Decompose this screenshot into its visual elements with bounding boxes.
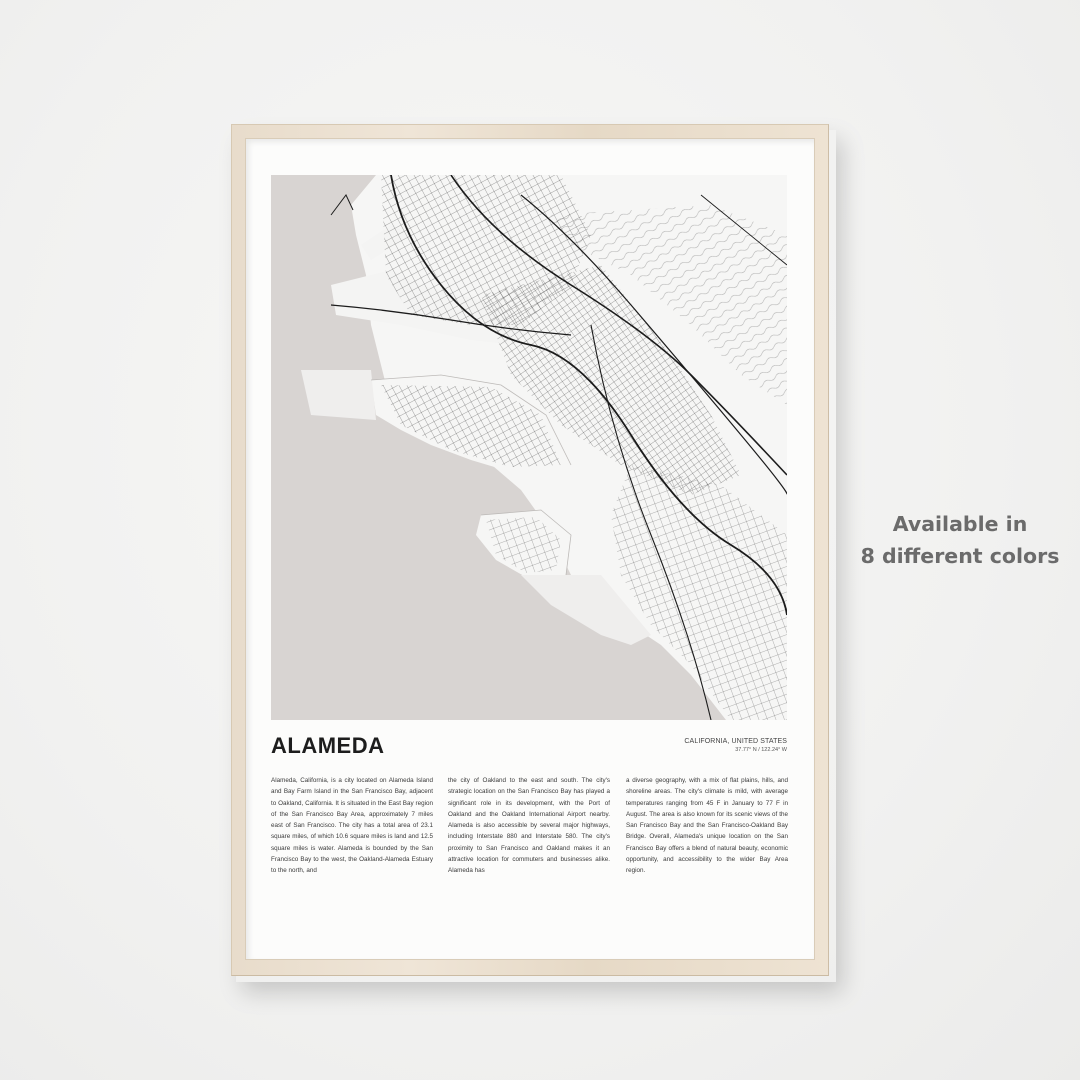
poster-title: ALAMEDA [271,733,385,758]
callout-line-2: 8 different colors [860,544,1060,568]
region-label: CALIFORNIA, UNITED STATES [684,738,787,745]
description-column-3: a diverse geography, with a mix of flat plains, hills, and shoreline areas. The city's climate is mild, with average temperatures ranging from 45 F in January to 77 F in August. The area is also known for its scenic views of the San Francisco Bay and the San Francisco-Oakland Bay Bridge. Overall, Alameda's unique location on the San Francisco Bay offers a blend of natural beauty, economic opportunity, and accessibility to the wider Bay Area region. [626,777,788,875]
color-availability-callout [850,508,1070,572]
city-map [271,175,787,720]
description-column-2: the city of Oakland to the east and south. The city's strategic location on the San Francisco Bay has played a significant role in its development, with the Port of Oakland and the Oakland International Airport nearby. Alameda is also accessible by several major highways, including Interstate 880 and Interstate 580. The city's proximity to San Francisco and Oakland makes it an attractive location for commuters and businesses alike. Alameda has [448,777,610,875]
callout-line-1: Available in [892,512,1028,536]
coordinates-label: 37.77° N / 122.24° W [735,747,787,753]
naval-station [301,370,376,420]
description-column-1: Alameda, California, is a city located on Alameda Island and Bay Farm Island in the San Francisco Bay, adjacent to Oakland, California. It is situated in the East Bay region of the San Francisco Bay Area, approximately 7 miles east of San Francisco. The city has a total area of 23.1 square miles, of which 10.6 square miles is land and 12.5 square miles is water. Alameda is bounded by the San Francisco Bay to the west, the Oakland-Alameda Estuary to the north, and [271,777,433,875]
